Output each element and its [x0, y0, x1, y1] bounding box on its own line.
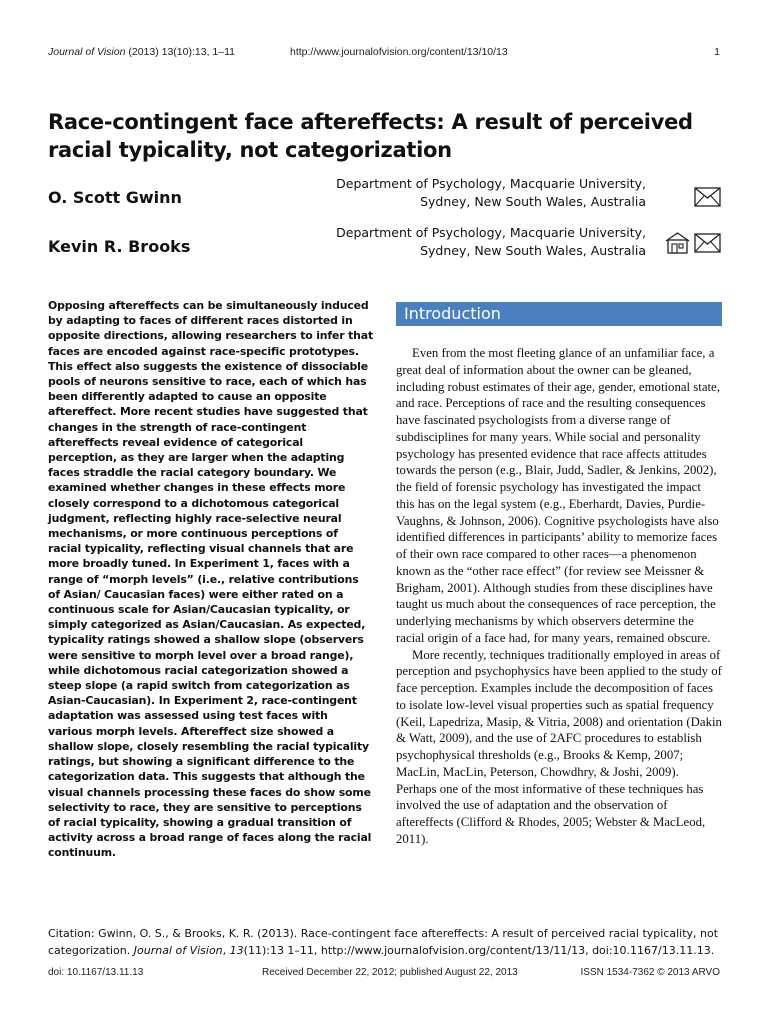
footer-doi: doi: 10.1167/13.11.13: [48, 967, 144, 978]
mail-icon[interactable]: [694, 187, 721, 207]
article-title: Race-contingent face aftereffects: A result of perceived racial typicality, not categorization: [48, 110, 693, 162]
header-volume-info: (2013) 13(10):13, 1–11: [125, 46, 235, 58]
citation-middle: ,: [222, 944, 230, 957]
introduction-body: [396, 345, 722, 848]
home-icon[interactable]: [664, 232, 691, 254]
affiliation-line: Department of Psychology, Macquarie University,: [336, 176, 646, 191]
citation-suffix: (11):13 1–11, http://www.journalofvision.org/content/13/11/13, doi:10.1167/13.11.13.: [243, 944, 715, 957]
affiliation-line: Department of Psychology, Macquarie University,: [336, 225, 646, 240]
running-header-citation: [48, 46, 235, 58]
body-paragraph: Even from the most fleeting glance of an unfamiliar face, a great deal of information about the owner can be gleaned, including robust estimates of their age, gender, emotional state, and race. Perceptions of race and the resulting consequences have fascinated psychologists from a diverse range of subdisciplines for many years. While social and personality psychology has presented evidence that race affects attitudes towards the person (e.g., Blair, Judd, Sadler, & Jenkins, 2002), the field of forensic psychology has investigated the impact this has on the legal system (e.g., Eberhardt, Davies, Purdie-Vaughns, & Johnson, 2006). Cognitive psychologists have also identified differences in participants’ ability to memorize faces of their own race compared to other races—a phenomenon known as the “other race effect” (for review see Meissner & Brigham, 2001). Although studies from these disciplines have taught us much about the consequences of race perception, the underlying mechanisms by which observers determine the racial origin of a face had, for many years, remained obscure.: [396, 346, 720, 645]
citation-volume: 13: [229, 944, 244, 957]
citation-journal: Journal of Vision: [133, 944, 223, 957]
mail-icon[interactable]: [694, 233, 721, 253]
footer-issn: ISSN 1534-7362 © 2013 ARVO: [580, 967, 720, 978]
affiliation-line: Sydney, New South Wales, Australia: [420, 243, 646, 258]
section-title: Introduction: [404, 304, 501, 323]
affiliation-line: Sydney, New South Wales, Australia: [420, 194, 646, 209]
citation-prefix: Citation: Gwinn, O. S., & Brooks, K. R. (2013). Race-contingent face aftereffects: A result of perceived racial typicality, not categorization.: [48, 927, 719, 957]
journal-name: Journal of Vision: [48, 46, 126, 58]
author-name: O. Scott Gwinn: [48, 188, 182, 207]
footer-received-dates: Received December 22, 2012; published August 22, 2013: [262, 967, 518, 978]
author-affiliation: [316, 224, 646, 260]
author-name: Kevin R. Brooks: [48, 237, 191, 256]
body-paragraph: More recently, techniques traditionally employed in areas of perception and psychophysics have been applied to the study of face perception. Examples include the decomposition of faces to isolate low-level visual properties such as spatial frequency (Keil, Lapedriza, Masip, & Vitria, 2008) and orientation (Dakin & Watt, 2009), and the use of 2AFC procedures to establish psychophysical thresholds (e.g., Brooks & Kemp, 2007; MacLin, MacLin, Peterson, Chowdhry, & Joshi, 2009). Perhaps one of the most informative of these techniques has involved the use of adaptation and the observation of aftereffects (Clifford & Rhodes, 2005; Webster & MacLeod, 2011).: [396, 647, 722, 846]
abstract-text: Opposing aftereffects can be simultaneously induced by adapting to faces of different races distorted in opposite directions, allowing researchers to infer that faces are encoded against race-specific prototypes. This effect also suggests the existence of dissociable pools of neurons sensitive to race, each of which has been differently adapted to cause an opposite aftereffect. More recent studies have suggested that changes in the strength of race-contingent aftereffects reveal evidence of categorical perception, as they are larger when the adapting faces straddle the racial category boundary. We examined whether changes in these effects more closely correspond to a dichotomous categorical judgment, reflecting highly race-selective neural mechanisms, or more continuous perceptions of racial typicality, reflecting visual channels that are more broadly tuned. In Experiment 1, faces with a range of “morph levels” (i.e., relative contributions of Asian/ Caucasian faces) were either rated on a continuous scale for Asian/Caucasian typicality, or simply categorized as Asian/Caucasian. As expected, typicality ratings showed a shallow slope (observers were sensitive to morph level over a broad range), while dichotomous racial categorization showed a steep slope (a rapid switch from categorization as Asian-Caucasian). In Experiment 2, race-contingent adaptation was assessed using test faces with various morph levels. Aftereffect size showed a shallow slope, closely resembling the racial typicality ratings, but showing a significant difference to the categorization data. This suggests that although the visual channels processing these faces do show some selectivity to race, they are sensitive to perceptions of racial typicality, showing a gradual transition of activity across a broad range of faces along the racial continuum.: [48, 299, 374, 860]
page-number: 1: [714, 46, 720, 58]
author-affiliation: [316, 175, 646, 211]
citation-block: [48, 925, 738, 959]
header-url-link[interactable]: http://www.journalofvision.org/content/13/10/13: [290, 46, 508, 58]
